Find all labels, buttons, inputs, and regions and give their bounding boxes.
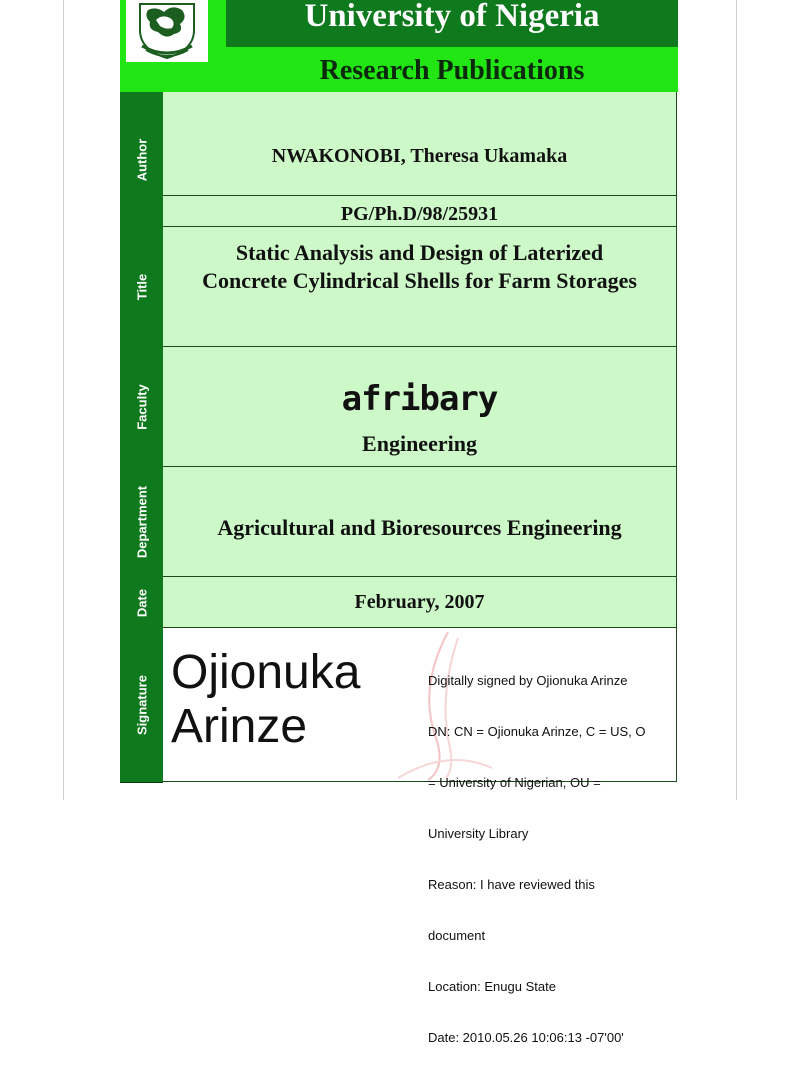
reg-number: PG/Ph.D/98/25931 [340,203,499,225]
department-cell [163,467,677,577]
faculty-label: Faculty [120,347,163,468]
thesis-title-line1: Static Analysis and Design of Laterized [235,240,604,265]
university-logo [126,0,208,62]
research-publications-title: Research Publications [319,55,585,86]
page-edge-left [63,0,64,800]
reg-number-cell [163,196,677,227]
signature-label: Signature [120,628,163,783]
author-name: NWAKONOBI, Theresa Ukamaka [271,145,568,167]
digital-signature-details: Digitally signed by Ojionuka Arinze DN: CN = Ojionuka Arinze, C = US, O = University of Nigerian, OU = University Library Reason: I have reviewed this document Location: Enugu State Date: 2010.05.26 10:06:13 -07'00' [428,673,646,1045]
faculty-cell [163,347,677,467]
date-label: Date [120,577,163,629]
title-cell [163,227,677,347]
thesis-title-line2: Concrete Cylindrical Shells for Farm Storages [202,268,637,293]
page-edge-right [736,0,737,800]
author-label: Author [120,92,163,228]
signature-cell [163,628,677,1045]
date-cell [163,577,677,628]
signer-name: Ojionuka Arinze [171,646,361,753]
afribary-watermark: afribary [341,379,498,419]
author-cell [163,92,677,196]
date-value: February, 2007 [354,591,485,613]
department-label: Department [120,467,163,578]
title-label: Title [120,227,163,348]
department-name: Agricultural and Bioresources Engineering [217,515,622,540]
university-title: University of Nigeria [304,0,600,34]
university-title-bar [226,0,678,47]
faculty-name: Engineering [362,431,477,456]
publication-form [120,92,678,1045]
